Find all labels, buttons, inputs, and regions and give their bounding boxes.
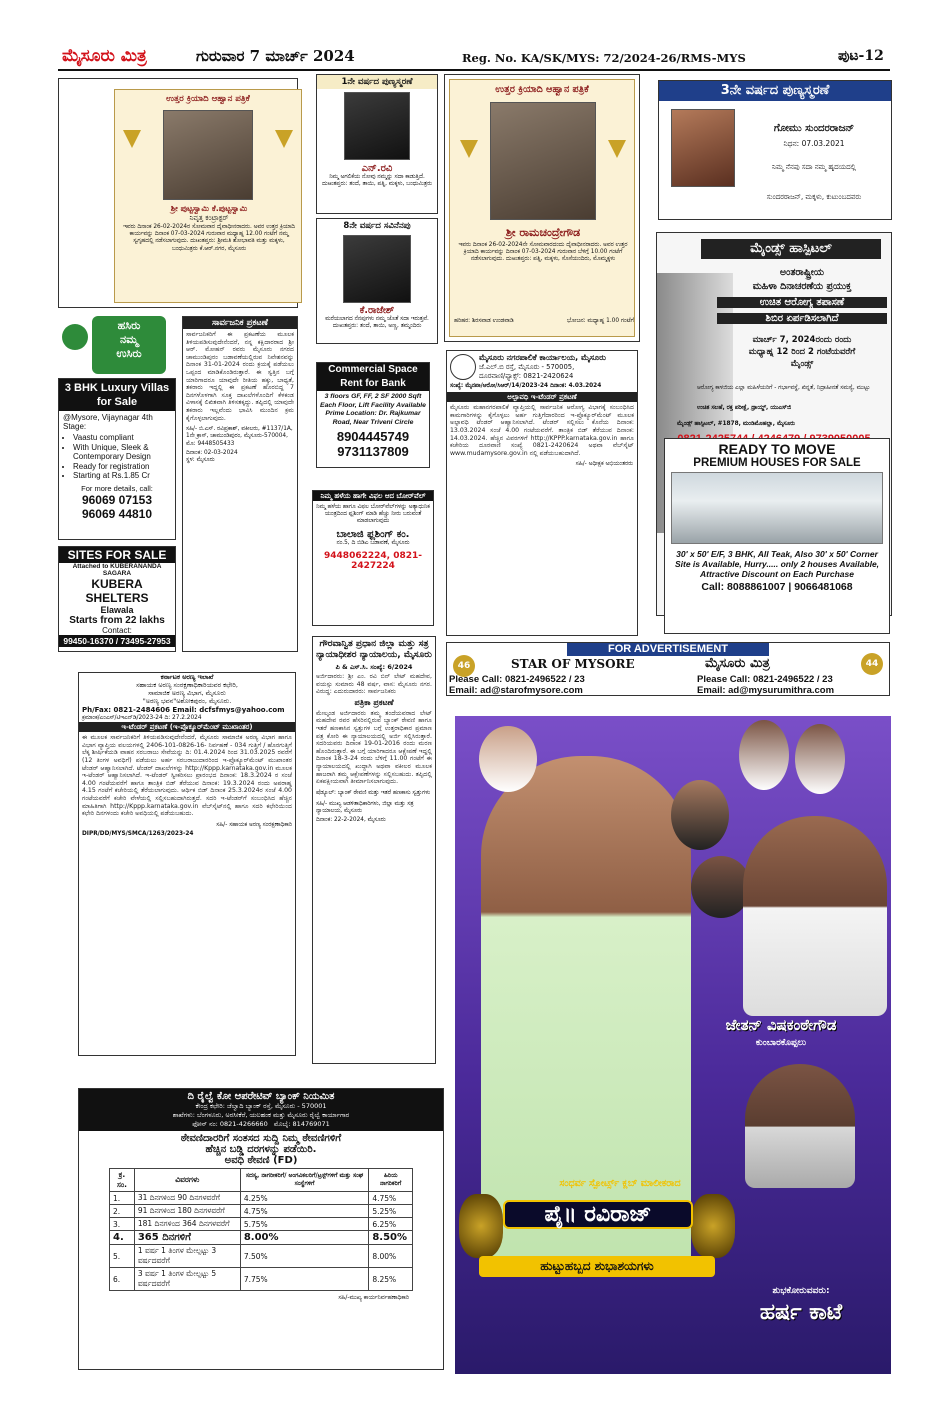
corp-tender-sign: ಸಹಿ/- ಅಧೀಕ್ಷಕ ಅಭಿಯಂತರರು [575, 461, 633, 468]
commercial-space-ad [316, 362, 430, 468]
bank-office: ಕೇಂದ್ರ ಕಛೇರಿ: ಜೆಲ್ವಾದಿ ಬ್ಯಾಂಕ್ ರಸ್ತೆ, ಮೈಸೂರು - 570001 [195, 1102, 327, 1110]
commercial-phone-2: 9731137809 [337, 444, 409, 459]
hospital-line-2: ಮಹಿಳಾ ದಿನಾಚರಣೆಯ ಪ್ರಯುಕ್ತ [752, 281, 852, 292]
villas-feature: • Vaastu compliant [73, 433, 171, 443]
portrait-photo [490, 102, 596, 220]
court-notice-body: ಮೇಲ್ಕಂಡ ಅರ್ಜಿದಾರರು ತಮ್ಮ ತಂದೆಯವರಾದ ಲೇಟ್ ಮಹದೇವ ರವರ ಹೆಸರಿನಲ್ಲಿರುವ ಬ್ಯಾಂಕ್ ಠೇವಣಿ ಹಾಗೂ ಇತರೆ ಹಣಕಾಸಿನ ಸ್ವತ್ತುಗಳ ಬಗ್ಗೆ ಉತ್ತರಾಧಿಕಾರ ಪ್ರಮಾಣ ಪತ್ರ ಕೋರಿ ಈ ನ್ಯಾಯಾಲಯದಲ್ಲಿ ಅರ್ಜಿ ಸಲ್ಲಿಸಿರುತ್ತಾರೆ. ಸದರಿಯವರು ದಿನಾಂಕ 19-01-2016 ರಂದು ಮರಣ ಹೊಂದಿರುತ್ತಾರೆ. ಈ ಬಗ್ಗೆ ಯಾರಿಗಾದರೂ ಆಕ್ಷೇಪಣೆ ಇದ್ದಲ್ಲಿ ದಿನಾಂಕ 18-3-24 ರಂದು ಬೆಳಿಗ್ಗೆ 11.00 ಗಂಟೆಗೆ ಈ ನ್ಯಾಯಾಲಯದಲ್ಲಿ ಖುದ್ದಾಗಿ ಅಥವಾ ವಕೀಲರ ಮೂಲಕ ಹಾಜರಾಗಿ ತಮ್ಮ ಆಕ್ಷೇಪಣೆಗಳನ್ನು ಸಲ್ಲಿಸಬಹುದು. ತಪ್ಪಿದಲ್ಲಿ ಏಕಪಕ್ಷೀಯವಾಗಿ ತೀರ್ಮಾನಿಸಲಾಗುವುದು. [316, 709, 432, 786]
memorial-ad-gomu [658, 80, 892, 220]
corp-phone: ದೂರವಾಣಿ/ಫ್ಯಾಕ್ಸ್: 0821-2420624 [479, 372, 574, 380]
table-cell: 5.25% [369, 1205, 413, 1218]
table-cell: 2. [110, 1205, 135, 1218]
memorial-line: ನಿಮ್ಮ ನೆನಪು ಸದಾ ನಮ್ಮ ಹೃದಯದಲ್ಲಿ [772, 163, 856, 171]
villas-ad [58, 378, 176, 540]
public-notice-heading: ಸಾರ್ವಜನಿಕ ಪ್ರಕಟಣೆ [183, 317, 297, 329]
sites-place: Elawala [100, 605, 134, 615]
sites-price: Starts from 22 lakhs [69, 615, 165, 626]
table-cell: 8.25% [369, 1268, 413, 1291]
portrait-photo [671, 109, 735, 187]
public-notice-date: ದಿನಾಂಕ: 02-03-2024 [186, 449, 238, 456]
borewell-address: ನಂ.5, ದಿ ಬಿಡಿಎ ಬಡಾವಣೆ, ಮೈಸೂರು [336, 539, 410, 546]
hospital-address: ಮೈಂಡ್ಸ್ ಹಾಸ್ಪಿಟಲ್, #1878, ಮಂಡಿಮೊಹಲ್ಲಾ, ಮೈಸೂರು [677, 421, 796, 427]
obituary-ad-puttaswamy [58, 78, 298, 308]
premium-houses-ad [664, 438, 890, 634]
portrait-photo [344, 92, 410, 160]
hospital-line-8: ಆರೋಗ್ಯ ಕಾಳಜಿಯ ಎಲ್ಲಾ ಮಹಿಳೆಯರಿಗೆ - ಗರ್ಭಾವಸ್ಥೆ, ಖಿನ್ನತೆ, ನಿದ್ರಾಹೀನತೆ ಸಮಸ್ಯೆ, ಮುಟ್ಟು [697, 385, 870, 391]
deceased-title: ನಿವೃತ್ತ ಕಂಟ್ರಾಕ್ಟರ್ [189, 214, 229, 222]
leader-photo [739, 720, 789, 790]
memorial-ad-rajesh [316, 218, 438, 344]
borewell-ad [312, 490, 434, 626]
corp-name: ಮೈಸೂರು ನಗರಪಾಲಿಕೆ ಕಾರ್ಯಾಲಯ, ಮೈಸೂರು [479, 353, 606, 362]
borewell-company: ಬಾಲಾಜಿ ಫ್ಲಶಿಂಗ್ ಕಂ. [336, 528, 410, 540]
leader-photo [795, 724, 845, 794]
memorial-ad-ravi [316, 74, 438, 214]
hospital-line-6: ಮಧ್ಯಾಹ್ನ 12 ರಿಂದ 2 ಗಂಟೆಯವರೆಗೆ [748, 347, 856, 357]
table-row [110, 1245, 413, 1268]
public-notice-place: ಸ್ಥಳ: ಮೈಸೂರು [186, 456, 215, 463]
poster-wisher-label: ಶುಭಕೋರುವವರು: [772, 1286, 830, 1296]
forest-dept: ಕರ್ನಾಟಕ ಅರಣ್ಯ ಇಲಾಖೆ [160, 673, 214, 681]
wisher-photo [745, 1064, 855, 1188]
table-row [110, 1192, 413, 1205]
houses-phones: Call: 8088861007 | 9066481068 [701, 581, 853, 593]
obituary-heading: ಉತ್ತರ ಕ್ರಿಯಾದಿ ಆಹ್ವಾನ ಪತ್ರಿಕೆ [166, 94, 250, 104]
sites-phones: 99450-16370 / 73495-27953 [59, 635, 175, 647]
globe-icon [62, 324, 88, 350]
mm-call: Please Call: 0821-2496522 / 23 [697, 674, 833, 685]
poster-club: ಸಂಧರ್ವ ಸ್ಪೋರ್ಟ್ಸ್ ಕ್ಲಬ್ ಮಾಲೀಕರಾದ [559, 1178, 681, 1189]
hospital-line-5: ಮಾರ್ಚ್ 7, 2024ರಂದು ರಂದು [752, 335, 852, 345]
hospital-line-3: ಉಚಿತ ಆರೋಗ್ಯ ತಪಾಸಣೆ [717, 297, 887, 308]
green-line-1: ಹಸಿರು [117, 319, 141, 332]
table-row [110, 1231, 413, 1245]
court-date: ದಿನಾಂಕ: 22-2-2024, ಮೈಸೂರು [316, 817, 386, 824]
poster-name: ಪೈ॥ ರವಿರಾಜ್ [503, 1200, 693, 1229]
city-corporation-tender [446, 350, 638, 636]
lamp-icon [275, 130, 293, 148]
lion-icon [691, 1194, 735, 1258]
forest-etender-notice [78, 672, 296, 1056]
obituary-footer-left: ಹರಿಹರ: ಶಿರಸವಾಡ ಉಂಡವಾಡಿ [454, 318, 514, 324]
table-cell: 4. [110, 1231, 135, 1245]
table-cell: 4.75% [240, 1205, 369, 1218]
table-header: ಕ್ರ. ಸಂ. [110, 1169, 135, 1192]
villas-phone-2: 96069 44810 [81, 506, 153, 521]
memorial-name: ಗೋಮು ಸುಂದರರಾಜನ್ [773, 123, 855, 134]
villas-title: 3 BHK Luxury Villas for Sale [59, 379, 175, 411]
hospital-line-9: ಉಚಿತ ಸಲಹೆ, ರಕ್ತ ಪರೀಕ್ಷೆ, ಥ್ರಾಯ್ಡ್, ಯುಎಸ್‌ಜಿ [697, 405, 791, 411]
court-sign: ಸಹಿ/- ಮುಖ್ಯ ಆಡಳಿತಾಧಿಕಾರಿಗಳು, ಜಿಲ್ಲಾ ಮತ್ತು ಸತ್ರ ನ್ಯಾಯಾಲಯ, ಮೈಸೂರು [316, 800, 414, 815]
corp-tender-body: ಮೈಸೂರು ಮಹಾನಗರಪಾಲಿಕೆ ವ್ಯಾಪ್ತಿಯಲ್ಲಿ ಸಾರ್ವಜನಿಕ ಆರೋಗ್ಯ ವಿಭಾಗಕ್ಕೆ ಸಂಬಂಧಿಸಿದ ಕಾಮಗಾರಿಗಳನ್ನು ಕೈಗೊಳ್ಳಲು ಅರ್ಹ ಗುತ್ತಿಗೆದಾರರಿಂದ ಇ-ಪ್ರೊಕ್ಯೂರ್‌ಮೆಂಟ್ ಮೂಲಕ ಅಲ್ಪಾವಧಿ ಟೆಂಡರ್ ಆಹ್ವಾನಿಸಲಾಗಿದೆ. ಟೆಂಡರ್ ಸಲ್ಲಿಸಲು ಕೊನೆಯ ದಿನಾಂಕ: 13.03.2024 ಸಂಜೆ 4.00 ಗಂಟೆಯವರೆಗೆ. ತಾಂತ್ರಿಕ ಬಿಡ್ ತೆರೆಯುವ ದಿನಾಂಕ: 14.03.2024. ಹೆಚ್ಚಿನ ವಿವರಗಳಿಗೆ http://KPPP.karnataka.gov.in ಹಾಗೂ ಕಚೇರಿಯ ದೂರವಾಣಿ ಸಂಖ್ಯೆ 0821-2420624 ಅಥವಾ ವೆಬ್‌ಸೈಟ್ www.mudamysore.gov.in ನಲ್ಲಿ ಪಡೆಯಬಹುದಾಗಿದೆ. [450, 404, 634, 457]
table-cell: 5.75% [240, 1218, 369, 1231]
court-heading: ಗೌರವಾನ್ವಿತ ಪ್ರಧಾನ ಜಿಲ್ಲಾ ಮತ್ತು ಸತ್ರ ನ್ಯಾಯಾಧೀಶರ ನ್ಯಾಯಾಲಯ, ಮೈಸೂರು [316, 639, 432, 660]
lion-icon [459, 1194, 503, 1258]
forest-address: "ಅರಣ್ಯ ಭವನ"ಅಶೋಕಪುರಂ, ಮೈಸೂರು. [142, 697, 232, 705]
memorial-body: ಮರೆಯಲಾಗದ ನೆನಪುಗಳು ನಮ್ಮ ಜೊತೆ ಸದಾ ಇರುತ್ತವೆ. ದುಃಖತಪ್ತರು: ತಂದೆ, ತಾಯಿ, ಅಣ್ಣ, ತಮ್ಮಂದಿರು [325, 316, 429, 330]
table-cell: 7.75% [240, 1268, 369, 1291]
obituary-footer-right: ಭೋಜನ: ಮಧ್ಯಾಹ್ನ 1.00 ಗಂಟೆಗೆ [566, 318, 634, 324]
lamp-icon [460, 140, 478, 158]
memorial-heading: 3ನೇ ವರ್ಷದ ಪುಣ್ಯಸ್ಮರಣೆ [659, 81, 891, 101]
houses-photo [671, 472, 883, 544]
table-cell: 181 ದಿನಗಳಿಂದ 364 ದಿನಗಳವರೆಗೆ [134, 1218, 240, 1231]
sites-contact-label: Contact: [102, 626, 132, 635]
railway-bank-fd-ad [78, 1088, 444, 1370]
memorial-name: ಎನ್.ರವಿ [361, 163, 393, 174]
sites-attached: Attached to KUBERANANDA SAGARA [72, 563, 162, 577]
deceased-name: ಶ್ರೀ ಪುಟ್ಟಸ್ವಾಮಿ ಕೆ.ಪುಟ್ಟಸ್ವಾಮಿ [170, 204, 248, 213]
memorial-name: ಕೆ.ರಾಜೇಶ್ [359, 305, 395, 316]
poster-wisher: ಹರ್ಷ ಕಾಟೆ [759, 1300, 843, 1325]
houses-title-2: PREMIUM HOUSES FOR SALE [693, 457, 861, 469]
header-date: ಗುರುವಾರ 7 ಮಾರ್ಚ್ 2024 [196, 47, 355, 65]
forest-contact: Ph/Fax: 0821-2484606 Email: dcfsfmys@yahoo.com [82, 706, 285, 714]
leader-photo [479, 726, 537, 792]
hospital-line-1: ಅಂತರಾಷ್ಟ್ರೀಯ [779, 267, 825, 278]
forest-ref: ಕ್ರಮಾಂಕ/ಎಂಎಸ್/ಟಿಇಎನ್‌ಡಿ/2023-24 ದಿ: 27.2.2024 [82, 715, 202, 721]
table-cell: 365 ದಿನಗಳಿಗೆ [134, 1231, 240, 1245]
hospital-line-4: ಶಿಬಿರ ಏರ್ಪಡಿಸಲಾಗಿದೆ [717, 313, 887, 324]
bank-sign: ಸಹಿ/-ಮುಖ್ಯ ಕಾರ್ಯನಿರ್ವಹಣಾಧಿಕಾರಿ [338, 1295, 409, 1301]
banner-label: FOR ADVERTISEMENT [567, 643, 769, 656]
forest-body: ಈ ಮೂಲಕ ಸಾರ್ವಜನಿಕರಿಗೆ ತಿಳಿಯಪಡಿಸುವುದೇನೆಂದರೆ, ಮೈಸೂರು ಸಾಮಾಜಿಕ ಅರಣ್ಯ ವಿಭಾಗ ಹಾಗೂ ವಿಭಾಗ ವ್ಯಾಪ್ತಿಯ ವಲಯಗಳಲ್ಲಿ 2406-101-0826-16- ನಿರ್ವಹಣೆ - 034 ಗುತ್ತಿಗೆ / ಹೊರಗುತ್ತಿಗೆ ಲೆಕ್ಕ ಶೀರ್ಷಿಕೆಯಡಿ ವಾಹನ ಸರಬರಾಜು ಸೇವೆಯನ್ನು ದಿ: 01.4.2024 ರಿಂದ 31.03.2025 ರವರೆಗೆ (12 ತಿಂಗಳ ಅವಧಿಗೆ) ಪಡೆಯಲು ಅರ್ಹ ಸರಬರಾಜುದಾರರಿಂದ ಇ-ಪ್ರೊಕ್ಯೂರ್‌ಮೆಂಟ್ ಮುಖಾಂತರ ಟೆಂಡರ್ ಆಹ್ವಾನಿಸಲಾಗಿದೆ. ಟೆಂಡರ್ ದಾಖಲೆಗಳನ್ನು http://Kppp.karnataka.gov.in ಮೂಲಕ ಇ-ಟೆಂಡರ್ ಆಹ್ವಾನಿಸಲಾಗಿದೆ. ಇ-ಟೆಂಡರ್ ಸ್ವೀಕರಿಸಲು ಪ್ರಾರಂಭದ ದಿನಾಂಕ: 18.3.2024 ರ ಸಂಜೆ 4.00 ಗಂಟೆಯವರೆಗೆ ಹಾಗೂ ತಾಂತ್ರಿಕ ಬಿಡ್ ತೆರೆಯುವ ದಿನಾಂಕ: 19.3.2024 ರಂದು ಅಪರಾಹ್ನ 4.15 ಗಂಟೆಗೆ ಕಚೇರಿಯಲ್ಲಿ ತೆರೆಯಲಾಗುವುದು. ಆರ್ಥಿಕ ಬಿಡ್ ದಿನಾಂಕ 25.3.2024ರ ಸಂಜೆ 4.00 ಗಂಟೆಯವರೆಗೆ ಕಚೇರಿ ವೇಳೆಯಲ್ಲಿ ಸಲ್ಲಿಸಬಹುದಾಗಿರುತ್ತದೆ. ಸದರಿ ಇ-ಟೆಂಡರ್‌ಗೆ ಸಂಬಂಧಿಸಿದ ಹೆಚ್ಚಿನ ಮಾಹಿತಿಗಾಗಿ http://Kppp.karnataka.gov.in ವೆಬ್‌ಸೈಟ್‌ನಲ್ಲಿ ಹಾಗೂ ಸದರಿ ಕಛೇರಿಯಿಂದ ಕಛೇರಿ ದಿನಗಳಂದು ಕಚೇರಿ ಅವಧಿಯಲ್ಲಿ ಪಡೆಯಬಹುದು. [82, 734, 292, 818]
commercial-title-2: Rent for Bank [317, 377, 429, 391]
commercial-phone-1: 8904445749 [336, 429, 410, 444]
memorial-family: ಸುಂದರರಾಜನ್, ಮಕ್ಕಳು, ಕುಟುಂಬದವರು [766, 193, 862, 201]
table-cell: 4.25% [240, 1192, 369, 1205]
mm-name: ಮೈಸೂರು ಮಿತ್ರ [705, 656, 770, 671]
table-row [110, 1205, 413, 1218]
memorial-date: ನಿಧನ: 07.03.2021 [783, 139, 845, 148]
houses-title-1: READY TO MOVE [718, 441, 836, 457]
villas-phone-1: 96069 07153 [81, 492, 153, 507]
borewell-phones: 9448062224, 0821-2427224 [324, 550, 422, 571]
forest-office: ಸಹಾಯಕ ಅರಣ್ಯ ಸಂರಕ್ಷಣಾಧಿಕಾರಿಯವರ ಕಛೇರಿ, [136, 681, 238, 689]
som-years-badge: 46 [453, 655, 475, 677]
table-cell: 91 ದಿನಗಳಿಂದ 180 ದಿನಗಳವರೆಗೆ [134, 1205, 240, 1218]
leader-photo-large [743, 816, 887, 1016]
villas-location: @Mysore, Vijaynagar 4th Stage: [63, 413, 153, 431]
page-number: ಪುಟ-12 [838, 48, 884, 64]
masthead: ಮೈಸೂರು ಮಿತ್ರ [62, 46, 147, 66]
commercial-desc: 3 floors GF, FF, 2 SF 2000 Sqft Each Floor, Lift Facility Available Prime Location: Dr. Rajkumar Road, Near Triveni Circle [320, 393, 426, 426]
hospital-line-7: ಮೈಂಡ್ಸ್ [790, 359, 814, 369]
mm-years-badge: 44 [861, 653, 883, 675]
lamp-icon [123, 130, 141, 148]
villas-feature: • With Unique, Sleek & Contemporary Design [73, 443, 171, 462]
fd-rates-table [109, 1168, 413, 1291]
court-notice-title: ಪತ್ರಿಕಾ ಪ್ರಕಟಣೆ [354, 697, 394, 707]
hospital-name: ಮೈಂಡ್ಸ್ ಹಾಸ್ಪಿಟಲ್ [701, 239, 881, 259]
memorial-heading: 8ನೇ ವರ್ಷದ ಸವಿನೆನಪು [343, 221, 411, 231]
page-header [0, 0, 945, 72]
table-cell: 31 ದಿನಗಳಿಂದ 90 ದಿನಗಳವರೆಗೆ [134, 1192, 240, 1205]
som-call: Please Call: 0821-2496522 / 23 [449, 674, 585, 685]
sites-ad [58, 546, 176, 652]
leader-photo [671, 780, 729, 850]
emblem-icon [450, 354, 476, 380]
birthday-poster [455, 716, 891, 1374]
public-notice-body: ಸಾರ್ವಜನಿಕರಿಗೆ ಈ ಪ್ರಕಟಣೆಯ ಮೂಲಕ ತಿಳಿಯಪಡಿಸುವುದೇನೆಂದರೆ, ನನ್ನ ಕಕ್ಷಿದಾರರಾದ ಶ್ರೀ ಆರ್. ಮೋಹನ್ ರವರು ಮೈಸೂರು ನಗರದ ಚಾಮುಂಡಿಪುರಂ ಬಡಾವಣೆಯಲ್ಲಿರುವ ನಿವೇಶನವನ್ನು ದಿನಾಂಕ 31-01-2024 ರಂದು ಕ್ರಯಕ್ಕೆ ಪಡೆಯಲು ಒಪ್ಪಂದ ಮಾಡಿಕೊಂಡಿರುತ್ತಾರೆ. ಈ ಸ್ವತ್ತಿನ ಬಗ್ಗೆ ಯಾರಿಗಾದರೂ ಯಾವುದೇ ರೀತಿಯ ಹಕ್ಕು, ಬಾಧ್ಯತೆ, ತಕರಾರು ಇದ್ದಲ್ಲಿ ಈ ಪ್ರಕಟಣೆ ಹೊರಬಿದ್ದ 7 ದಿನಗಳೊಳಗಾಗಿ ಸೂಕ್ತ ದಾಖಲೆಗಳೊಂದಿಗೆ ಕೆಳಕಂಡ ವಿಳಾಸಕ್ಕೆ ಲಿಖಿತವಾಗಿ ತಿಳಿಸತಕ್ಕದ್ದು. ತಪ್ಪಿದಲ್ಲಿ ಯಾವುದೇ ತಕರಾರು ಇಲ್ಲವೆಂದು ಭಾವಿಸಿ ಮುಂದಿನ ಕ್ರಮ ಕೈಗೊಳ್ಳಲಾಗುವುದು. [186, 331, 294, 422]
fd-title: ಅವಧಿ ಠೇವಣಿ (FD) [224, 1155, 298, 1166]
houses-desc: 30' x 50' E/F, 3 BHK, All Teak, Also 30' x 50' Corner Site is Available, Hurry..... only 2 houses Available, Attractive Discount on Each Purchase [674, 549, 880, 579]
table-header: ಹಿರಿಯ ನಾಗರಿಕರಿಗೆ [369, 1169, 413, 1192]
borewell-heading: ನಿಮ್ಮ ಹಳೆಯ ಹಾಗೇ ವಿಫಲ ಆದ ಬೋರ್‌ವೆಲ್ [313, 491, 433, 501]
obituary-ad-ramachandregowda [444, 74, 640, 342]
villas-contact-label: For more details, call: [81, 483, 153, 493]
table-row [110, 1218, 413, 1231]
table-cell: 6. [110, 1268, 135, 1291]
commercial-title-1: Commercial Space [317, 363, 429, 377]
obituary-body: ಇವರು ದಿನಾಂಕ 26-02-2024ರ ಸೋಮವಾರ ದೈವಾಧೀನರಾದರು. ಅವರ ಉತ್ತರ ಕ್ರಿಯಾದಿ ಕಾರ್ಯವನ್ನು ದಿನಾಂಕ 07-03-2024 ಗುರುವಾರ ಮಧ್ಯಾಹ್ನ 12.00 ಗಂಟೆಗೆ ನಮ್ಮ ಸ್ವಗೃಹದಲ್ಲಿ ನಡೆಸಲಾಗುವುದು. ದುಃಖತಪ್ತರು: ಶ್ರೀಮತಿ ಶೋಭಾವತಿ ಮತ್ತು ಮಕ್ಕಳು, ಬಂಧುಮಿತ್ರರು ಕೆ.ಆರ್.ನಗರ, ಮೈಸೂರು [123, 224, 295, 252]
main-person-photo [481, 756, 691, 1276]
table-header: ಸದಸ್ಯ, ನಾಗರೀಕರಿಗೆ/ ಅಂಗವಿಕಲರಿಗೆ/ಟ್ರಸ್ಟ್‌ಗಳಿಗೆ ಮತ್ತು ಸಂಘ ಸಂಸ್ಥೆಗಳಿಗೆ [240, 1169, 369, 1192]
bank-mobile: ಮೊಬೈ: 814769071 [273, 1120, 330, 1128]
bank-headline-2: ಹೆಚ್ಚಿನ ಬಡ್ಡಿ ದರಗಳನ್ನು ಪಡೆಯಿರಿ. [205, 1144, 317, 1155]
portrait-photo [343, 235, 411, 303]
court-case-number: ಪಿ & ಎಸ್.ಸಿ. ಸಂಖ್ಯೆ: 6/2024 [335, 663, 413, 671]
corp-ref: ಸಂಖ್ಯೆ: ಮೈನಪಾ/ಆರೋ/ಸಿಆರ್/14/2023-24 ದಿನಾಂಕ: 4.03.2024 [450, 383, 602, 389]
table-cell: 8.00% [369, 1245, 413, 1268]
obituary-card [449, 79, 635, 337]
forest-dipr: DIPR/DD/MYS/SMCA/1263/2023-24 [82, 830, 194, 837]
forest-title: ಇ-ಟೆಂಡರ್ ಪ್ರಕಟಣೆ (ಇ-ಪ್ರೊಕ್ಯೂರ್‌ಮೆಂಟ್ ಮುಖಾಂತರ) [79, 722, 295, 732]
poster-wish: ಹುಟ್ಟುಹಬ್ಬದ ಶುಭಾಶಯಗಳು [479, 1256, 715, 1277]
header-rule [58, 69, 890, 71]
obituary-body: ಇವರು ದಿನಾಂಕ 26-02-2024ನೇ ಸೋಮವಾರದಂದು ದೈವಾಧೀನರಾದರು. ಅವರ ಉತ್ತರ ಕ್ರಿಯಾದಿ ಕಾರ್ಯವನ್ನು ದಿನಾಂಕ 07-03-2024 ಗುರುವಾರ ಬೆಳಿಗ್ಗೆ 10.00 ಗಂಟೆಗೆ ನಡೆಸಲಾಗುವುದು. ದುಃಖತಪ್ತರು: ಪತ್ನಿ, ಮಕ್ಕಳು, ಸೊಸೆಯಂದಿರು, ಮೊಮ್ಮಕ್ಕಳು [458, 242, 628, 263]
villas-features [59, 433, 175, 481]
sites-title: SITES FOR SALE [59, 547, 175, 563]
obituary-heading: ಉತ್ತರ ಕ್ರಿಯಾದಿ ಆಹ್ವಾನ ಪತ್ರಿಕೆ [495, 84, 589, 95]
leader-photo [691, 856, 751, 918]
som-name: STAR OF MYSORE [511, 657, 635, 671]
table-cell: 7.50% [240, 1245, 369, 1268]
court-parties: ಅರ್ಜಿದಾರರು: ಶ್ರೀ ಎಂ. ರವಿ ಬಿನ್ ಲೇಟ್ ಮಹದೇವ, ವಯಸ್ಸು ಸುಮಾರು 48 ವರ್ಷ, ವಾಸ: ಮೈಸೂರು ನಗರ. ವಿರುದ್ಧ: ಎದುರುದಾರರು: ಸಾರ್ವಜನಿಕರು [316, 673, 432, 696]
public-notice-sign: ಸಹಿ/- ಬಿ.ಎಸ್. ರವಿಪ್ರಕಾಶ್, ವಕೀಲರು, #1137/1A, 1ನೇ ಕ್ರಾಸ್, ಚಾಮುಂಡಿಪುರಂ, ಮೈಸೂರು-570004, ಮೊ: 9448505433 [186, 426, 293, 447]
borewell-body: ನಿಮ್ಮ ಹಳೆಯ ಹಾಗೂ ವಿಫಲ ಬೋರ್‌ವೆಲ್‌ಗಳನ್ನು ಅತ್ಯಾಧುನಿಕ ಯಂತ್ರದಿಂದ ಫ್ಲಶಿಂಗ್ ಮಾಡಿ ಹೆಚ್ಚು ನೀರು ಬರುವಂತೆ ಮಾಡಲಾಗುವುದು [316, 504, 430, 525]
corp-tender-title: ಅಲ್ಪಾವಧಿ ಇ-ಟೆಂಡರ್ ಪ್ರಕಟಣೆ [447, 392, 637, 402]
portrait-photo [163, 110, 253, 200]
deceased-name: ಶ್ರೀ ರಾಮಚಂದ್ರೇಗೌಡ [505, 226, 581, 239]
sites-company: KUBERA SHELTERS [85, 577, 149, 605]
court-schedule: ಷೆಡ್ಯೂಲ್: ಬ್ಯಾಂಕ್ ಠೇವಣಿ ಮತ್ತು ಇತರೆ ಹಣಕಾಸು ಸ್ವತ್ತುಗಳು [316, 789, 431, 796]
green-campaign-logo [58, 316, 166, 376]
bank-name: ದಿ ರೈಲ್ವೆ ಕೋ ಆಪರೇಟಿವ್ ಬ್ಯಾಂಕ್ ನಿಯಮಿತ [187, 1091, 335, 1102]
poster-name-large: ಜೇತನ್ ವಿಷಕಂಠೇಗೌಡ [725, 1016, 837, 1034]
table-cell: 1. [110, 1192, 135, 1205]
forest-division: ಸಾಮಾಜಿಕ ಅರಣ್ಯ ವಿಭಾಗ, ಮೈಸೂರು [148, 689, 226, 697]
memorial-heading: 1ನೇ ವರ್ಷದ ಪುಣ್ಯಸ್ಮರಣೆ [317, 75, 437, 89]
court-notice [312, 636, 436, 1064]
villas-feature: • Ready for registration [73, 462, 171, 472]
table-cell: 5. [110, 1245, 135, 1268]
table-cell: 1 ವರ್ಷ 1 ತಿಂಗಳ ಮೇಲ್ಪಟ್ಟು 3 ವರ್ಷದವರೆಗೆ [134, 1245, 240, 1268]
table-cell: 8.50% [369, 1231, 413, 1245]
public-notice [182, 316, 298, 652]
table-row [110, 1268, 413, 1291]
som-email: Email: ad@starofmysore.com [449, 685, 583, 696]
memorial-body: ನಿಮ್ಮ ಅಗಲಿಕೆಯ ನೋವು ನಮ್ಮನ್ನು ಸದಾ ಕಾಡುತ್ತಿದೆ. ದುಃಖತಪ್ತರು: ತಂದೆ, ತಾಯಿ, ಪತ್ನಿ, ಮಕ್ಕಳು, ಬಂಧುಮಿತ್ರರು [321, 174, 433, 188]
corp-address: ಜೆ.ಎಲ್.ಬಿ ರಸ್ತೆ, ಮೈಸೂರು - 570005, [479, 363, 575, 371]
table-header-row [110, 1169, 413, 1192]
green-line-3: ಉಸಿರು [116, 347, 142, 360]
table-cell: 3. [110, 1218, 135, 1231]
poster-place: ಕುಂಬಾರಕೊಪ್ಪಲು [755, 1038, 807, 1048]
green-line-2: ನಮ್ಮ [119, 333, 139, 346]
mm-email: Email: ad@mysurumithra.com [697, 685, 835, 696]
villas-feature: • Starting at Rs.1.85 Cr [73, 471, 171, 481]
table-cell: 6.25% [369, 1218, 413, 1231]
obituary-card [114, 89, 302, 303]
lamp-icon [608, 140, 626, 158]
table-cell: 4.75% [369, 1192, 413, 1205]
table-cell: 8.00% [240, 1231, 369, 1245]
bank-headline-1: ಠೇವಣಿದಾರರಿಗೆ ಸಂತಸದ ಸುದ್ದಿ ನಿಮ್ಮ ಠೇವಣಿಗಳಿಗೆ [180, 1133, 342, 1144]
table-cell: 3 ವರ್ಷ 1 ತಿಂಗಳ ಮೇಲ್ಪಟ್ಟು 5 ವರ್ಷದವರೆಗೆ [134, 1268, 240, 1291]
forest-sign: ಸಹಿ/- ಸಹಾಯಕ ಅರಣ್ಯ ಸಂರಕ್ಷಣಾಧಿಕಾರಿ [216, 821, 292, 828]
table-header: ವಿವರಗಳು [134, 1169, 240, 1192]
registration-number: Reg. No. KA/SK/MYS: 72/2024-26/RMS-MYS [462, 51, 746, 65]
bank-branches: ಶಾಖೆಗಳು: ಬೆಂಗಳೂರು, ಅರಸೀಕೆರೆ, ಯಲಹಂಕ ಮತ್ತು ಮೈಸೂರು ರೈಲ್ವೆ ಕಾರ್ಯಾಗಾರ [172, 1111, 350, 1119]
advertisement-banner [446, 642, 890, 696]
bank-phone: ಫೋನ್ ನಂ: 0821-4266660 [192, 1120, 268, 1128]
